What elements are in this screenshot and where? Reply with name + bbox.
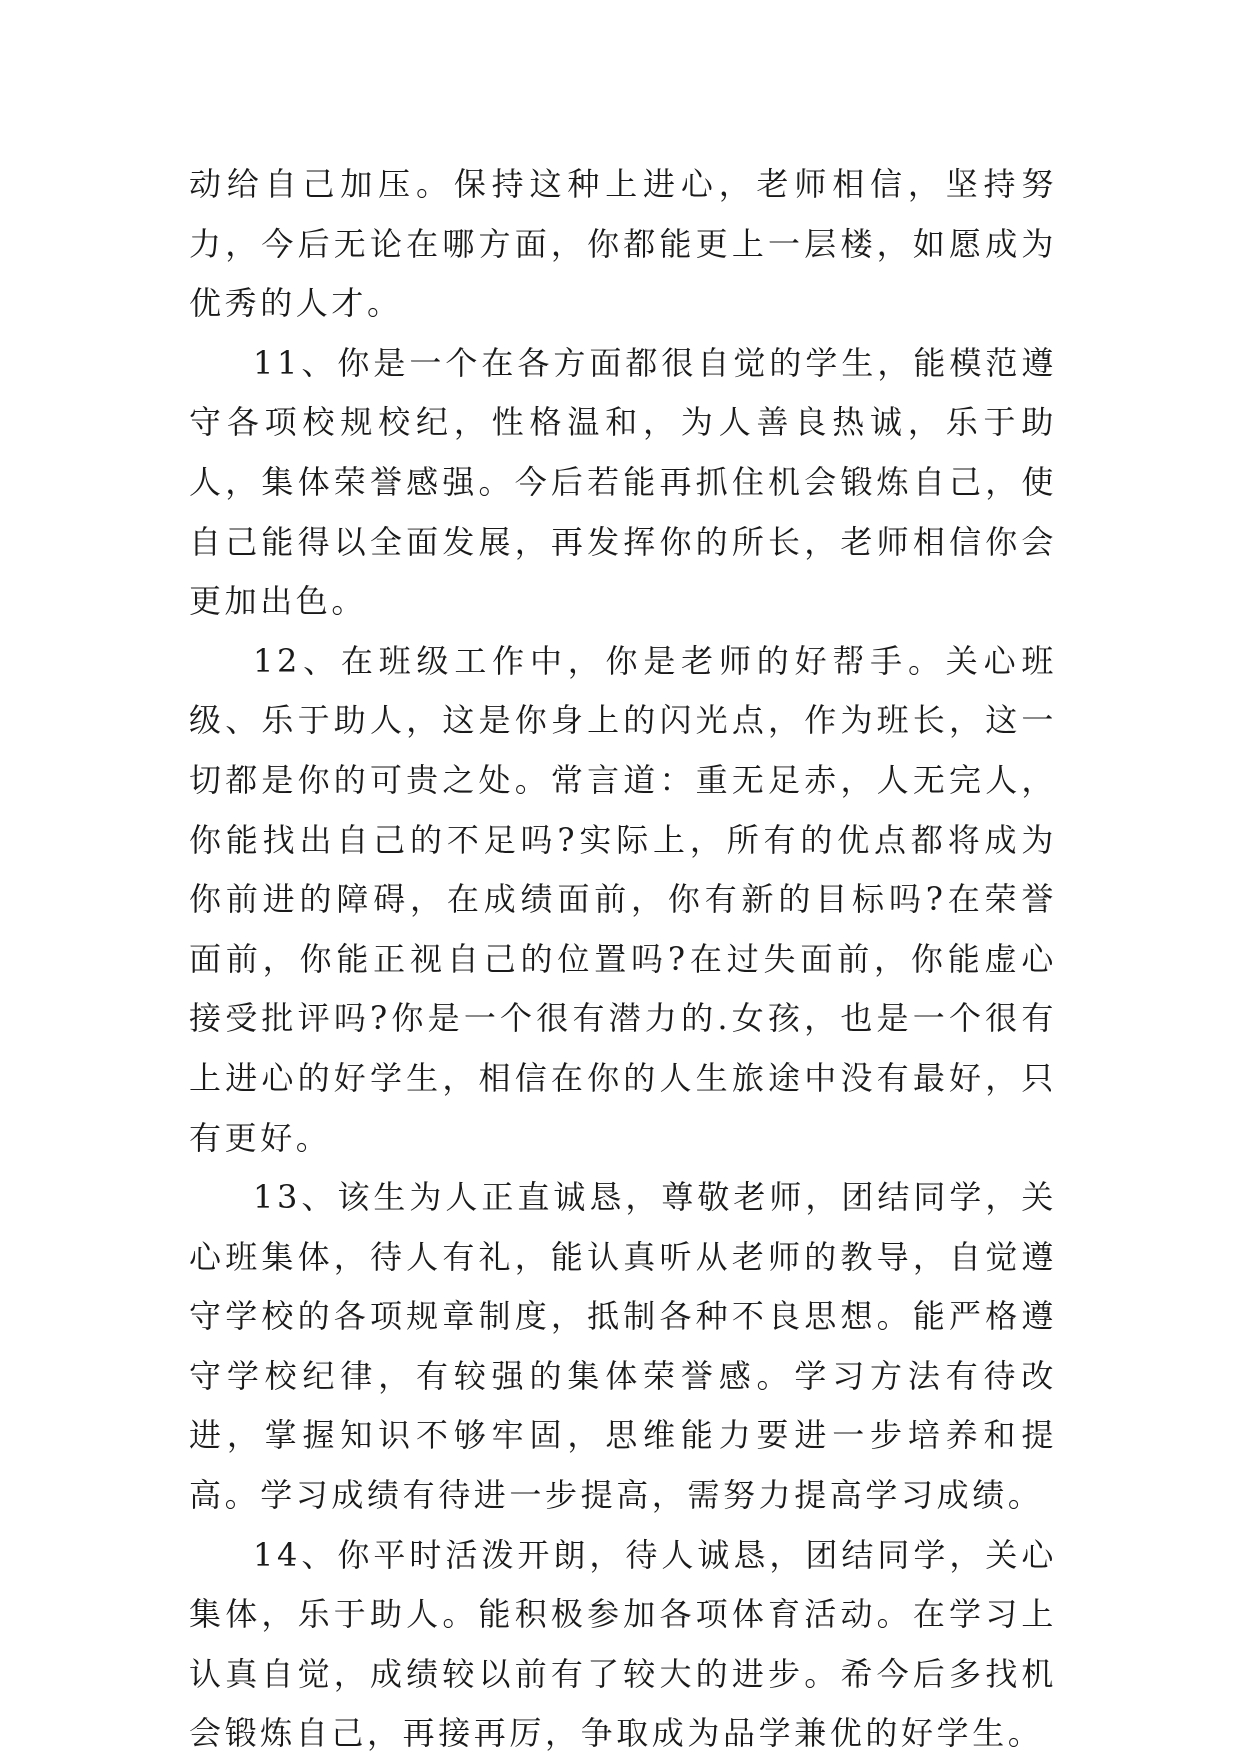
paragraph-comment-12: 12、在班级工作中，你是老师的好帮手。关心班级、乐于助人，这是你身上的闪光点，作为班长，这一切都是你的可贵之处。常言道：重无足赤，人无完人，你能找出自己的不足吗?实际上，所有的优点都将成为你前进的障碍，在成绩面前，你有新的目标吗?在荣誉面前，你能正视自己的位置吗?在过失面前，你能虚心接受批评吗?你是一个很有潜力的.女孩，也是一个很有上进心的好学生，相信在你的人生旅途中没有最好，只有更好。 xyxy=(189,641,1057,1157)
document-body xyxy=(189,155,1057,1764)
paragraph-continuation: 动给自己加压。保持这种上进心，老师相信，坚持努力，今后无论在哪方面，你都能更上一层楼，如愿成为优秀的人才。 xyxy=(189,165,1057,323)
paragraph-comment-11: 11、你是一个在各方面都很自觉的学生，能模范遵守各项校规校纪，性格温和，为人善良热诚，乐于助人，集体荣誉感强。今后若能再抓住机会锻炼自己，使自己能得以全面发展，再发挥你的所长，老师相信你会更加出色。 xyxy=(189,343,1057,621)
paragraph-comment-13: 13、该生为人正直诚恳，尊敬老师，团结同学，关心班集体，待人有礼，能认真听从老师的教导，自觉遵守学校的各项规章制度，抵制各种不良思想。能严格遵守学校纪律，有较强的集体荣誉感。学习方法有待改进，掌握知识不够牢固，思维能力要进一步培养和提高。学习成绩有待进一步提高，需努力提高学习成绩。 xyxy=(189,1178,1057,1515)
paragraph-comment-14: 14、你平时活泼开朗，待人诚恳，团结同学，关心集体，乐于助人。能积极参加各项体育活动。在学习上认真自觉，成绩较以前有了较大的进步。希今后多找机会锻炼自己，再接再厉，争取成为品学兼优的好学生。 xyxy=(189,1535,1057,1753)
